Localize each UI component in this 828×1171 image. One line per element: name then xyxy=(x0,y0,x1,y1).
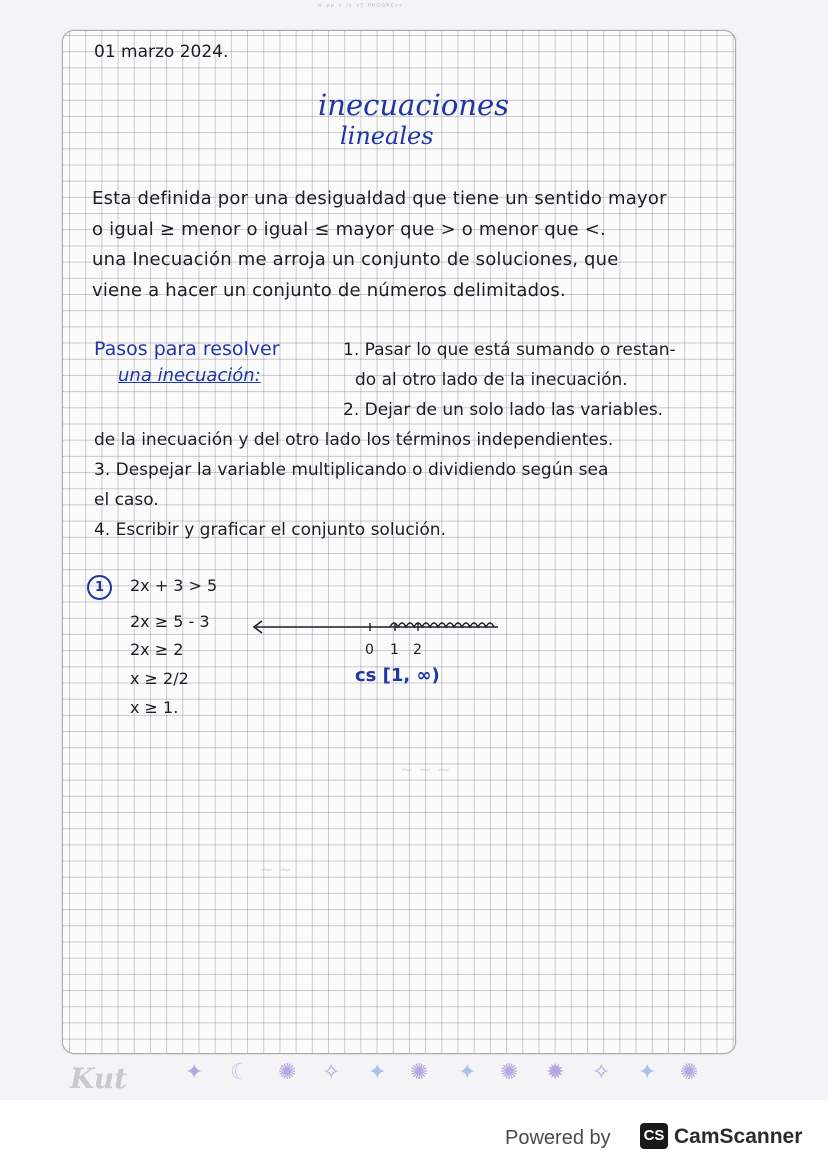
title-line-2: lineales xyxy=(340,122,434,150)
sparkle-icon: ✦ xyxy=(368,1060,387,1085)
sun-icon: ✺ xyxy=(410,1060,429,1085)
star-icon: ✧ xyxy=(322,1060,341,1085)
notebook-page xyxy=(62,30,736,1054)
step-1b: do al otro lado de la inecuación. xyxy=(355,370,628,390)
sparkle-icon: ✦ xyxy=(638,1060,657,1085)
step-2b: de la inecuación y del otro lado los términos independientes. xyxy=(94,430,614,450)
example-line-5: x ≥ 1. xyxy=(130,698,179,717)
solution-set: cs [1, ∞) xyxy=(355,665,440,686)
step-3a: 3. Despejar la variable multiplicando o dividiendo según sea xyxy=(94,460,609,480)
example-line-2: 2x ≥ 5 - 3 xyxy=(130,612,210,631)
step-2a: 2. Dejar de un solo lado las variables. xyxy=(343,400,664,420)
example-line-1: 2x + 3 > 5 xyxy=(130,576,218,595)
step-1a: 1. Pasar lo que está sumando o restan- xyxy=(343,340,676,360)
example-line-3: 2x ≥ 2 xyxy=(130,640,184,659)
camscanner-brand-name: CamScanner xyxy=(674,1125,803,1148)
moon-icon: ☾ xyxy=(230,1060,250,1085)
definition-line-3: una Inecuación me arroja un conjunto de soluciones, que xyxy=(92,249,619,270)
powered-by-label: Powered by xyxy=(505,1127,611,1149)
sparkle-icon: ✦ xyxy=(185,1060,204,1085)
step-4: 4. Escribir y graficar el conjunto solución. xyxy=(94,520,446,540)
title-line-1: inecuaciones xyxy=(318,88,510,122)
definition-line-4: viene a hacer un conjunto de números delimitados. xyxy=(92,280,566,301)
steps-title-line-1: Pasos para resolver xyxy=(94,338,280,360)
camscanner-logo-icon: CS xyxy=(640,1123,668,1149)
sun-icon: ✺ xyxy=(278,1060,297,1085)
definition-line-2: o igual ≥ menor o igual ≤ mayor que > o menor que <. xyxy=(92,219,606,240)
sun-icon: ✺ xyxy=(500,1060,519,1085)
sun-icon: ✺ xyxy=(680,1060,699,1085)
tick-label-1: 1 xyxy=(390,642,399,658)
star-icon: ✧ xyxy=(592,1060,611,1085)
step-3b: el caso. xyxy=(94,490,159,510)
header-stamp: ᴺ ᵖᵖ ˢ ᴵˢ ˢᵀ ᴾᴿᴼᴳᴿᴱˢˢ xyxy=(318,2,403,11)
bleed-through-mark: ~ ~ xyxy=(260,860,292,879)
bleed-through-mark: ~ ~ ~ xyxy=(400,760,451,779)
example-number: 1 xyxy=(87,575,112,600)
sparkle-icon: ✦ xyxy=(458,1060,477,1085)
notebook-logo: Kut xyxy=(70,1062,128,1095)
tick-label-2: 2 xyxy=(413,642,422,658)
definition-line-1: Esta definida por una desigualdad que tiene un sentido mayor xyxy=(92,188,667,209)
tick-label-0: 0 xyxy=(365,642,374,658)
example-line-4: x ≥ 2/2 xyxy=(130,669,189,688)
date: 01 marzo 2024. xyxy=(94,42,229,62)
number-line xyxy=(250,610,510,670)
sun-icon: ✹ xyxy=(546,1060,565,1085)
steps-title-line-2: una inecuación: xyxy=(118,365,261,386)
